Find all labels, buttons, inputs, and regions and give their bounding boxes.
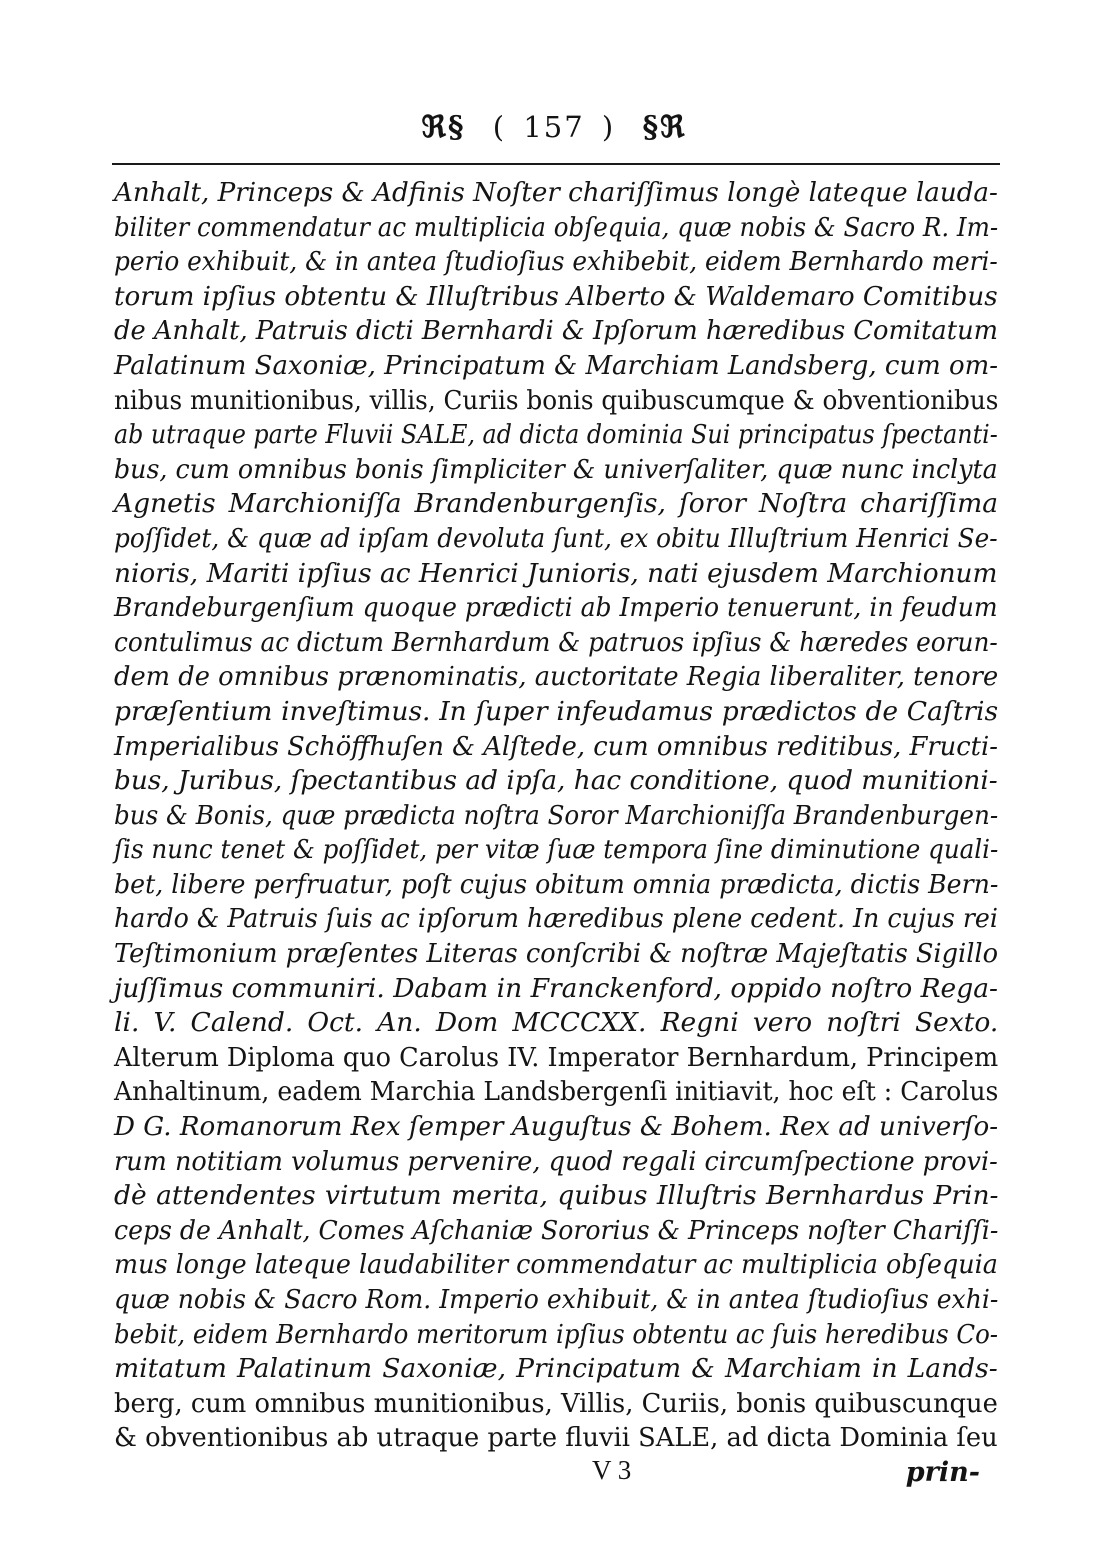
text-line: Teſtimonium præſentes Literas conſcribi & noſtræ Majeſtatis Sigillo xyxy=(114,938,999,970)
text-line: Alterum Diploma quo Carolus IV. Imperator Bernhardum, Principem xyxy=(114,1041,999,1073)
open-paren: ( xyxy=(492,110,507,144)
page-body xyxy=(114,176,998,1456)
text-line: de Anhalt, Patruis dicti Bernhardi & Ipſorum hæredibus Comitatum xyxy=(114,315,999,347)
text-line: biliter commendatur ac multiplicia obſequia, quæ nobis & Sacro R. Im- xyxy=(114,211,999,243)
ornament-right-icon: §ℜ xyxy=(642,109,687,145)
text-line: ſis nunc tenet & poſſidet, per vitæ ſuæ tempora ſine diminutione quali- xyxy=(114,834,999,866)
text-line: dem de omnibus prænominatis, auctoritate Regia liberaliter, tenore xyxy=(114,661,999,693)
text-line: D G. Romanorum Rex ſemper Auguſtus & Bohem. Rex ad univerſo- xyxy=(114,1111,999,1143)
text-line: mus longe lateque laudabiliter commendatur ac multiplicia obſequia xyxy=(114,1249,998,1281)
text-line: contulimus ac dictum Bernhardum & patruos ipſius & hæredes eorun- xyxy=(114,626,998,658)
text-line: bus, cum omnibus bonis ſimpliciter & univerſaliter, quæ nunc inclyta xyxy=(114,453,998,485)
text-line: ab utraque parte Fluvii SALE, ad dicta dominia Sui principatus ſpectanti- xyxy=(114,419,998,451)
text-line: bet, libere perfruatur, poſt cujus obitum omnia prædicta, dictis Bern- xyxy=(114,868,999,900)
signature-mark: V 3 xyxy=(592,1455,632,1485)
text-line: nibus munitionibus, villis, Curiis bonis quibuscumque & obventionibus xyxy=(114,384,999,416)
text-line: li. V. Calend. Oct. An. Dom MCCCXX. Regni vero noſtri Sexto. xyxy=(114,1007,999,1039)
text-line: torum ipſius obtentu & Illuſtribus Alberto & Waldemaro Comitibus xyxy=(114,280,998,312)
text-line: juſſimus communiri. Dabam in Franckenford, oppido noſtro Rega- xyxy=(114,972,998,1004)
text-line: Brandeburgenſium quoque prædicti ab Imperio tenuerunt, in feudum xyxy=(114,592,998,624)
text-line: hardo & Patruis ſuis ac ipſorum hæredibus plene cedent. In cujus rei xyxy=(114,903,998,935)
text-line: & obventionibus ab utraque parte fluvii SALE, ad dicta Dominia ſeu xyxy=(114,1422,998,1454)
text-line: Imperialibus Schöffhuſen & Alſtede, cum omnibus reditibus, Fructi- xyxy=(114,730,998,762)
header-rule xyxy=(112,163,1000,165)
text-line: rum notitiam volumus pervenire, quod regali circumſpectione provi- xyxy=(114,1145,998,1177)
text-line: quæ nobis & Sacro Rom. Imperio exhibuit, & in antea ſtudioſius exhi- xyxy=(114,1284,999,1315)
text-line: perio exhibuit, & in antea ſtudioſius exhibebit, eidem Bernhardo meri- xyxy=(114,246,998,278)
catchword: prin- xyxy=(905,1457,980,1488)
text-line: poſſidet, & quæ ad ipſam devoluta ſunt, ex obitu Illuſtrium Henrici Se- xyxy=(114,522,998,554)
text-line: Palatinum Saxoniæ, Principatum & Marchiam Landsberg, cum om- xyxy=(114,349,999,381)
text-line: Agnetis Marchioniſſa Brandenburgenſis, ſoror Noſtra chariſſima xyxy=(114,488,999,520)
text-line: præſentium inveſtimus. In ſuper infeudamus prædictos de Caſtris xyxy=(114,695,999,727)
text-line: bus, Juribus, ſpectantibus ad ipſa, hac conditione, quod munitioni- xyxy=(114,765,998,797)
ornament-left-icon: ℜ§ xyxy=(421,109,466,145)
text-line: bebit, eidem Bernhardo meritorum ipſius obtentu ac ſuis heredibus Co- xyxy=(114,1318,999,1350)
page-footer xyxy=(114,1455,998,1495)
text-line: Anhaltinum, eadem Marchia Landsbergenſi initiavit, hoc eſt : Carolus xyxy=(114,1076,999,1108)
text-line: Anhalt, Princeps & Adfinis Noſter chariſſimus longè lateque lauda- xyxy=(114,177,998,208)
close-paren: ) xyxy=(601,110,616,144)
text-line: berg, cum omnibus munitionibus, Villis, Curiis, bonis quibuscunque xyxy=(114,1387,998,1419)
text-line: bus & Bonis, quæ prædicta noſtra Soror Marchioniſſa Brandenburgen- xyxy=(114,799,999,831)
page-number: 157 xyxy=(523,110,585,144)
running-header xyxy=(108,108,1000,158)
text-line: nioris, Mariti ipſius ac Henrici Junioris, nati ejusdem Marchionum xyxy=(114,557,998,589)
text-line: dè attendentes virtutum merita, quibus Illuſtris Bernhardus Prin- xyxy=(114,1180,999,1212)
text-line: mitatum Palatinum Saxoniæ, Principatum & Marchiam in Lands- xyxy=(114,1353,998,1385)
text-line: ceps de Anhalt, Comes Aſchaniæ Sororius & Princeps noſter Chariſſi- xyxy=(114,1214,999,1246)
